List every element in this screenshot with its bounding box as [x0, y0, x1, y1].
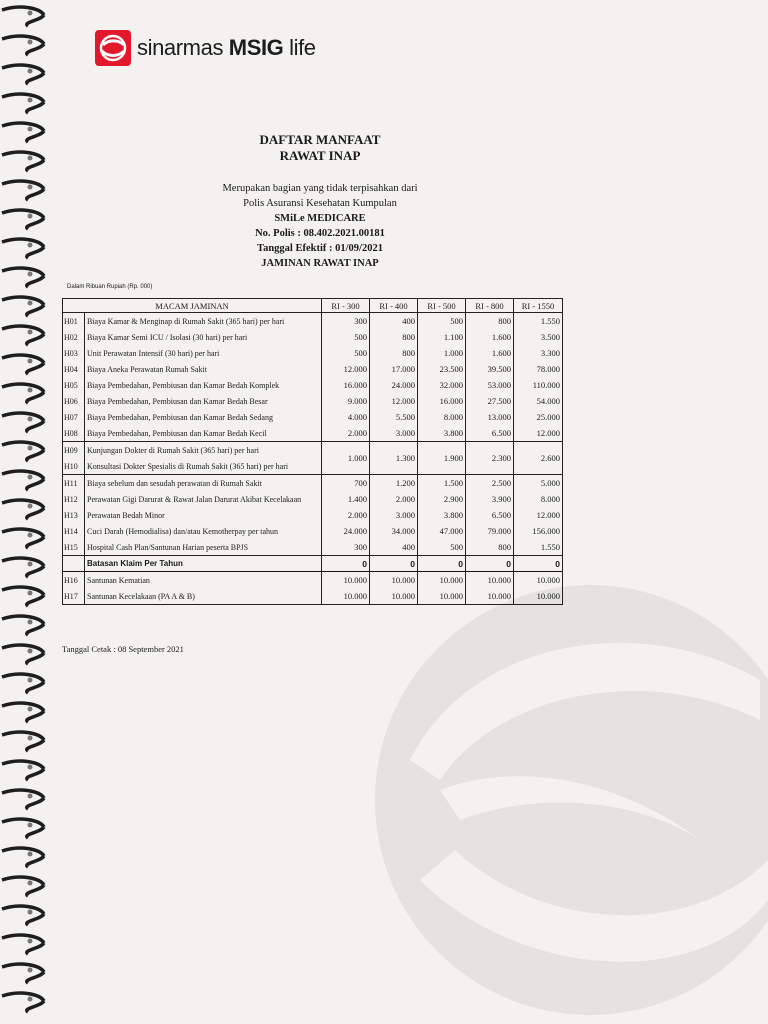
- benefit-value: 1.600: [466, 345, 514, 361]
- benefit-value: 10.000: [370, 588, 418, 605]
- benefit-value: 500: [322, 329, 370, 345]
- claim-limit-value: 0: [514, 556, 563, 572]
- binding-hole: [28, 475, 33, 480]
- benefit-value: 1.400: [322, 491, 370, 507]
- column-header: RI - 1550: [514, 299, 563, 313]
- spiral-coil: [2, 790, 44, 809]
- claim-limit-label: Batasan Klaim Per Tahun: [85, 556, 322, 572]
- benefit-value: 13.000: [466, 409, 514, 425]
- binding-hole: [28, 765, 33, 770]
- table-row: [63, 588, 563, 605]
- benefit-value: 25.000: [514, 409, 563, 425]
- spiral-coil: [2, 587, 44, 606]
- benefit-value: 2.300: [466, 442, 514, 475]
- table-row: [63, 572, 563, 589]
- benefit-value: 300: [322, 313, 370, 330]
- benefit-value: 2.000: [322, 425, 370, 442]
- benefit-value: 6.500: [466, 507, 514, 523]
- benefit-value: 1.100: [418, 329, 466, 345]
- binding-hole: [28, 301, 33, 306]
- spiral-coil: [2, 877, 44, 896]
- spiral-coil: [2, 384, 44, 403]
- binding-hole: [28, 533, 33, 538]
- binding-hole: [28, 40, 33, 45]
- claim-limit-value: 0: [370, 556, 418, 572]
- subtitle-line-1: Merupakan bagian yang tidak terpisahkan dari: [222, 183, 418, 194]
- benefit-value: 24.000: [370, 377, 418, 393]
- spiral-coil: [2, 761, 44, 780]
- benefit-value: 53.000: [466, 377, 514, 393]
- benefit-value: 1.900: [418, 442, 466, 475]
- document-title: DAFTAR MANFAAT RAWAT INAP: [259, 132, 381, 163]
- product-name: SMiLe MEDICARE: [274, 213, 366, 224]
- benefit-value: 12.000: [514, 507, 563, 523]
- benefit-description: Cuci Darah (Hemodialisa) dan/atau Kemotherpay per tahun: [85, 523, 322, 539]
- policy-number: No. Polis : 08.402.2021.00181: [255, 228, 385, 239]
- spiral-coil: [2, 36, 44, 55]
- benefit-code: H17: [63, 588, 85, 605]
- benefit-value: 156.000: [514, 523, 563, 539]
- benefit-value: 2.900: [418, 491, 466, 507]
- benefit-value: 10.000: [418, 572, 466, 589]
- table-row: [63, 425, 563, 442]
- coverage-name: JAMINAN RAWAT INAP: [261, 258, 379, 269]
- logo-mark-icon: [95, 30, 131, 66]
- benefit-value: 700: [322, 475, 370, 492]
- benefit-value: 10.000: [370, 572, 418, 589]
- benefit-code: H03: [63, 345, 85, 361]
- benefit-description: Biaya sebelum dan sesudah perawatan di Rumah Sakit: [85, 475, 322, 492]
- benefit-value: 1.000: [418, 345, 466, 361]
- column-header: RI - 300: [322, 299, 370, 313]
- binding-hole: [28, 98, 33, 103]
- table-row: [63, 507, 563, 523]
- binding-hole: [28, 504, 33, 509]
- benefit-code: H13: [63, 507, 85, 523]
- benefit-value: 24.000: [322, 523, 370, 539]
- benefit-value: 3.800: [418, 425, 466, 442]
- binding-hole: [28, 968, 33, 973]
- binding-hole: [28, 939, 33, 944]
- benefit-value: 500: [418, 539, 466, 556]
- benefit-description: Biaya Pembedahan, Pembiusan dan Kamar Bedah Besar: [85, 393, 322, 409]
- spiral-coil: [2, 935, 44, 954]
- claim-limit-value: 0: [322, 556, 370, 572]
- benefit-value: 12.000: [514, 425, 563, 442]
- benefit-value: 10.000: [322, 588, 370, 605]
- benefit-code: H14: [63, 523, 85, 539]
- benefit-value: 10.000: [466, 572, 514, 589]
- benefit-value: 1.600: [466, 329, 514, 345]
- spiral-coil: [2, 645, 44, 664]
- spiral-coil: [2, 65, 44, 84]
- benefit-value: 400: [370, 539, 418, 556]
- benefit-description: Biaya Kamar Semi ICU / Isolasi (30 hari) per hari: [85, 329, 322, 345]
- table-row: [63, 361, 563, 377]
- table-row: [63, 539, 563, 556]
- benefit-value: 10.000: [466, 588, 514, 605]
- benefit-value: 1.500: [418, 475, 466, 492]
- column-header: RI - 400: [370, 299, 418, 313]
- spiral-coil: [2, 94, 44, 113]
- spiral-coil: [2, 732, 44, 751]
- binding-hole: [28, 562, 33, 567]
- benefit-description: Kunjungan Dokter di Rumah Sakit (365 hari) per hari: [85, 442, 322, 459]
- benefit-description: Biaya Aneka Perawatan Rumah Sakit: [85, 361, 322, 377]
- benefit-value: 3.500: [514, 329, 563, 345]
- benefit-value: 54.000: [514, 393, 563, 409]
- table-row: [63, 491, 563, 507]
- claim-limit-value: 0: [466, 556, 514, 572]
- benefit-value: 3.000: [370, 507, 418, 523]
- benefit-value: 800: [370, 329, 418, 345]
- benefit-code: H02: [63, 329, 85, 345]
- spiral-coil: [2, 413, 44, 432]
- binding-hole: [28, 388, 33, 393]
- effective-date: Tanggal Efektif : 01/09/2021: [257, 243, 383, 254]
- spiral-coil: [2, 7, 44, 26]
- spiral-coil: [2, 558, 44, 577]
- binding-hole: [28, 69, 33, 74]
- benefit-value: 800: [466, 539, 514, 556]
- spiral-coil: [2, 674, 44, 693]
- table-row: [63, 329, 563, 345]
- benefit-table: [62, 298, 563, 605]
- binding-hole: [28, 794, 33, 799]
- benefit-value: 3.300: [514, 345, 563, 361]
- benefit-value: 2.000: [370, 491, 418, 507]
- benefit-value: 800: [466, 313, 514, 330]
- benefit-value: 16.000: [418, 393, 466, 409]
- binding-hole: [28, 11, 33, 16]
- benefit-description: Konsultasi Dokter Spesialis di Rumah Sakit (365 hari) per hari: [85, 458, 322, 475]
- benefit-value: 3.000: [370, 425, 418, 442]
- benefit-code: [63, 556, 85, 572]
- benefit-code: H11: [63, 475, 85, 492]
- table-row: [63, 475, 563, 492]
- column-header: RI - 800: [466, 299, 514, 313]
- spiral-coil: [2, 703, 44, 722]
- benefit-code: H05: [63, 377, 85, 393]
- benefit-value: 10.000: [514, 572, 563, 589]
- spiral-coil: [2, 442, 44, 461]
- benefit-value: 8.000: [418, 409, 466, 425]
- benefit-value: 2.600: [514, 442, 563, 475]
- binding-hole: [28, 678, 33, 683]
- binding-hole: [28, 736, 33, 741]
- table-row: [63, 393, 563, 409]
- benefit-value: 8.000: [514, 491, 563, 507]
- column-header: MACAM JAMINAN: [63, 299, 322, 313]
- benefit-value: 110.000: [514, 377, 563, 393]
- benefit-value: 12.000: [322, 361, 370, 377]
- benefit-description: Perawatan Gigi Darurat & Rawat Jalan Darurat Akibat Kecelakaan: [85, 491, 322, 507]
- benefit-value: 2.500: [466, 475, 514, 492]
- benefit-value: 400: [370, 313, 418, 330]
- benefit-code: H10: [63, 458, 85, 475]
- benefit-value: 300: [322, 539, 370, 556]
- benefit-value: 10.000: [322, 572, 370, 589]
- benefit-value: 12.000: [370, 393, 418, 409]
- benefit-value: 27.500: [466, 393, 514, 409]
- benefit-description: Hospital Cash Plan/Santunan Harian peserta BPJS: [85, 539, 322, 556]
- benefit-value: 500: [322, 345, 370, 361]
- benefit-code: H09: [63, 442, 85, 459]
- print-date: Tanggal Cetak : 08 September 2021: [62, 644, 184, 654]
- binding-hole: [28, 591, 33, 596]
- benefit-value: 5.000: [514, 475, 563, 492]
- binding-hole: [28, 649, 33, 654]
- benefit-value: 1.550: [514, 313, 563, 330]
- benefit-value: 1.550: [514, 539, 563, 556]
- spiral-coil: [2, 819, 44, 838]
- benefit-value: 3.800: [418, 507, 466, 523]
- binding-hole: [28, 620, 33, 625]
- benefit-value: 23.500: [418, 361, 466, 377]
- binding-hole: [28, 707, 33, 712]
- logo-text: sinarmas MSIG life: [137, 35, 316, 60]
- table-row: [63, 377, 563, 393]
- binding-hole: [28, 852, 33, 857]
- spiral-coil: [2, 616, 44, 635]
- unit-note: Dalam Ribuan Rupiah (Rp. 000): [67, 284, 153, 290]
- benefit-value: 4.000: [322, 409, 370, 425]
- binding-hole: [28, 910, 33, 915]
- benefit-value: 79.000: [466, 523, 514, 539]
- binding-hole: [28, 417, 33, 422]
- benefit-value: 39.500: [466, 361, 514, 377]
- benefit-code: H06: [63, 393, 85, 409]
- benefit-code: H16: [63, 572, 85, 589]
- benefit-value: 6.500: [466, 425, 514, 442]
- subtitle-line-2: Polis Asuransi Kesehatan Kumpulan: [243, 198, 397, 209]
- benefit-code: H04: [63, 361, 85, 377]
- benefit-value: 1.000: [322, 442, 370, 475]
- benefit-value: 800: [370, 345, 418, 361]
- benefit-description: Biaya Kamar & Menginap di Rumah Sakit (365 hari) per hari: [85, 313, 322, 330]
- spiral-coil: [2, 500, 44, 519]
- table-row: [63, 523, 563, 539]
- benefit-description: Biaya Pembedahan, Pembiusan dan Kamar Bedah Komplek: [85, 377, 322, 393]
- benefit-value: 16.000: [322, 377, 370, 393]
- benefit-value: 2.000: [322, 507, 370, 523]
- spiral-coil: [2, 529, 44, 548]
- spiral-coil: [2, 906, 44, 925]
- benefit-code: H15: [63, 539, 85, 556]
- benefit-description: Santunan Kematian: [85, 572, 322, 589]
- benefit-value: 1.200: [370, 475, 418, 492]
- benefit-value: 47.000: [418, 523, 466, 539]
- spiral-coil: [2, 471, 44, 490]
- benefit-value: 17.000: [370, 361, 418, 377]
- benefit-value: 78.000: [514, 361, 563, 377]
- document-meta: [0, 181, 640, 271]
- binding-hole: [28, 127, 33, 132]
- spiral-coil: [2, 297, 44, 316]
- binding-hole: [28, 881, 33, 886]
- spiral-coil: [2, 964, 44, 983]
- benefit-code: H08: [63, 425, 85, 442]
- benefit-value: 34.000: [370, 523, 418, 539]
- benefit-description: Biaya Pembedahan, Pembiusan dan Kamar Bedah Sedang: [85, 409, 322, 425]
- binding-hole: [28, 330, 33, 335]
- table-row: [63, 442, 563, 459]
- benefit-value: 10.000: [514, 588, 563, 605]
- benefit-value: 500: [418, 313, 466, 330]
- table-row: [63, 345, 563, 361]
- spiral-coil: [2, 355, 44, 374]
- table-row: [63, 313, 563, 330]
- benefit-value: 1.300: [370, 442, 418, 475]
- benefit-code: H07: [63, 409, 85, 425]
- benefit-description: Perawatan Bedah Minor: [85, 507, 322, 523]
- binding-hole: [28, 359, 33, 364]
- benefit-value: 32.000: [418, 377, 466, 393]
- benefit-code: H01: [63, 313, 85, 330]
- table-row: [63, 409, 563, 425]
- spiral-coil: [2, 848, 44, 867]
- binding-hole: [28, 446, 33, 451]
- benefit-value: 5.500: [370, 409, 418, 425]
- benefit-description: Santunan Kecelakaan (PA A & B): [85, 588, 322, 605]
- spiral-coil: [2, 326, 44, 345]
- column-header: RI - 500: [418, 299, 466, 313]
- company-logo: [95, 30, 316, 66]
- benefit-value: 3.900: [466, 491, 514, 507]
- benefit-description: Unit Perawatan Intensif (30 hari) per hari: [85, 345, 322, 361]
- benefit-code: H12: [63, 491, 85, 507]
- benefit-value: 10.000: [418, 588, 466, 605]
- benefit-description: Biaya Pembedahan, Pembiusan dan Kamar Bedah Kecil: [85, 425, 322, 442]
- claim-limit-row: [63, 556, 563, 572]
- binding-hole: [28, 997, 33, 1002]
- spiral-coil: [2, 993, 44, 1012]
- claim-limit-value: 0: [418, 556, 466, 572]
- binding-hole: [28, 272, 33, 277]
- benefit-value: 9.000: [322, 393, 370, 409]
- binding-hole: [28, 823, 33, 828]
